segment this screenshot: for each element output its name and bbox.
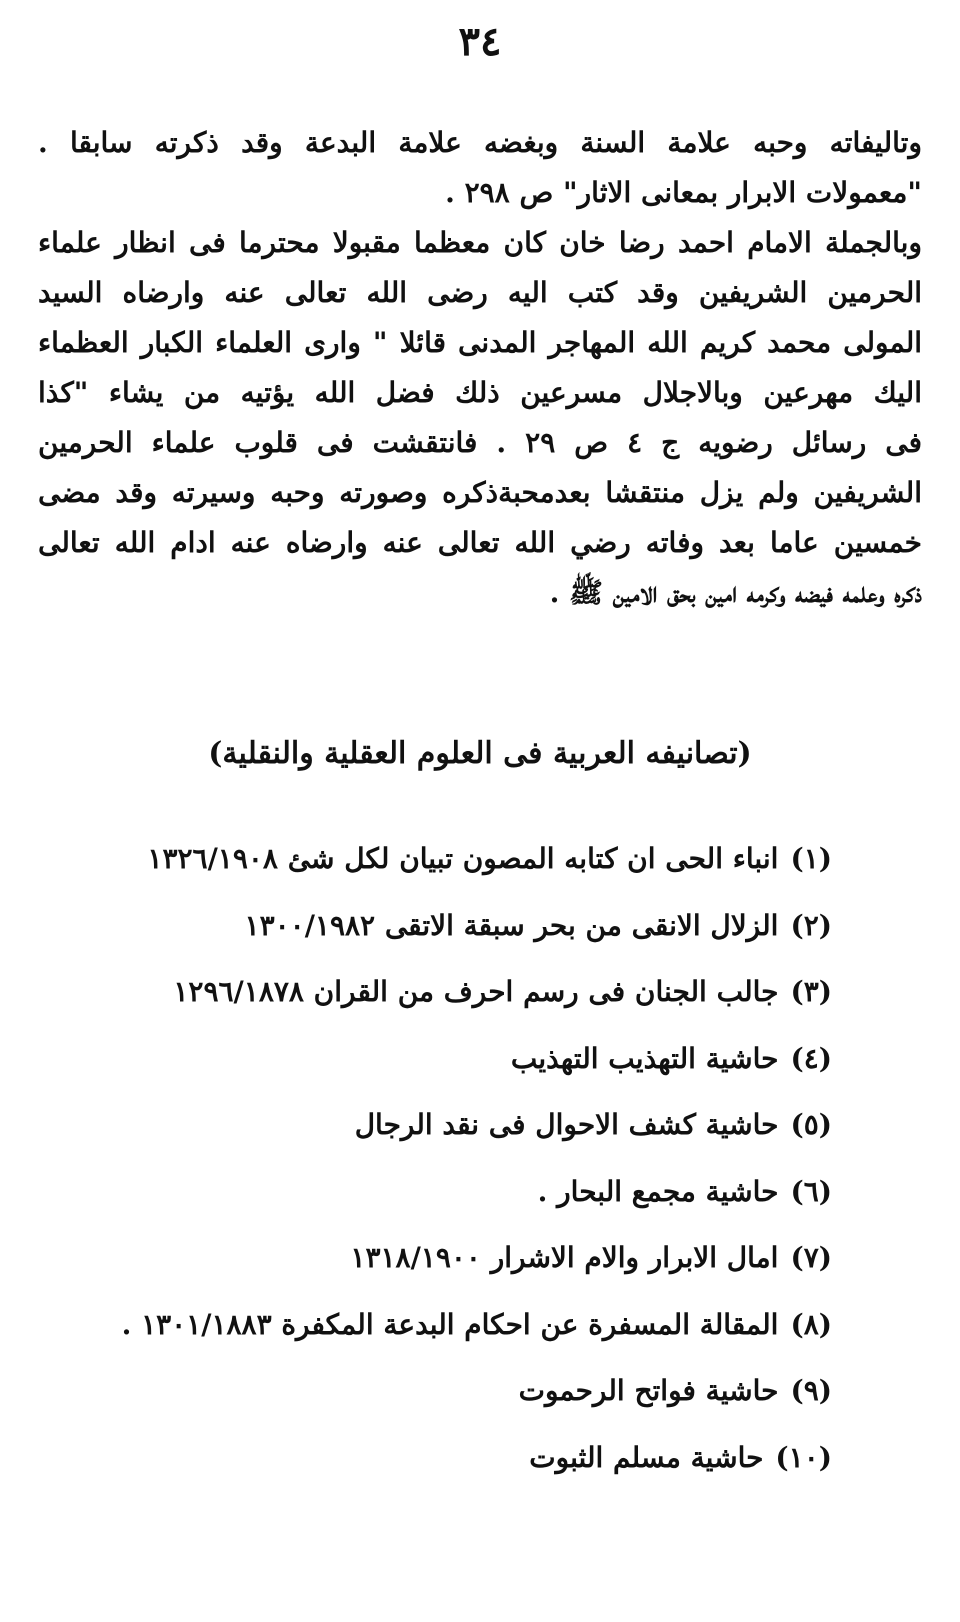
- item-number: (٧): [790, 1241, 832, 1274]
- list-item: [32, 1292, 832, 1359]
- paragraph-line: فى رسائل رضويه ج ٤ ص ٢٩ . فانتقشت فى قلوب علماء الحرمين: [38, 426, 922, 459]
- list-item: [32, 1358, 832, 1425]
- list-item: [32, 959, 832, 1026]
- list-item: [32, 1026, 832, 1093]
- item-number: (٤): [790, 1041, 832, 1075]
- list-item: [32, 893, 832, 960]
- item-number: (١٠): [775, 1440, 832, 1474]
- paragraph-line: اليك مهرعين وبالاجلال مسرعين ذلك فضل الله يؤتيه من يشاء "كذا: [38, 376, 922, 409]
- page-number: ٣٤: [458, 18, 502, 65]
- item-title: انباء الحى ان كتابه المصون تبيان لكل شئ ١٣٢٦/١٩٠٨: [147, 842, 779, 875]
- item-title: المقالة المسفرة عن احكام البدعة المكفرة ١٣٠١/١٨٨٣ .: [121, 1307, 779, 1341]
- item-title: حاشية مجمع البحار .: [537, 1174, 779, 1208]
- body-paragraph: [38, 118, 922, 618]
- item-title: الزلال الانقى من بحر سبقة الاتقى ١٣٠٠/١٩٨٢: [244, 908, 779, 942]
- item-number: (٥): [790, 1108, 832, 1141]
- item-title: امال الابرار والام الاشرار ١٣١٨/١٩٠٠: [350, 1241, 779, 1274]
- paragraph-line: المولى محمد كريم الله المهاجر المدنى قائلا " وارى العلماء الكبار العظماء: [38, 326, 922, 359]
- item-title: حاشية كشف الاحوال فى نقد الرجال: [354, 1108, 779, 1141]
- item-number: (١): [790, 842, 832, 875]
- list-item: [32, 1092, 832, 1159]
- list-item: [32, 1225, 832, 1292]
- paragraph-line: الشريفين ولم يزل منتقشا بعدمحبةذكره وصورته وحبه وسيرته وقد مضى: [38, 476, 922, 509]
- item-title: حاشية مسلم الثبوت: [529, 1440, 764, 1474]
- item-number: (٣): [790, 975, 832, 1008]
- item-number: (٨): [790, 1307, 832, 1341]
- list-item: [32, 1425, 832, 1492]
- item-title: حاشية فواتح الرحموت: [518, 1374, 779, 1407]
- paragraph-line: وبالجملة الامام احمد رضا خان كان معظما مقبولا محترما فى انظار علماء: [38, 226, 922, 259]
- list-item: [32, 826, 832, 893]
- item-number: (٩): [790, 1374, 832, 1407]
- item-title: حاشية التهذيب التهذيب: [510, 1041, 779, 1075]
- paragraph-line: خمسين عاما بعد وفاته رضي الله تعالى عنه وارضاه عنه ادام الله تعالى: [38, 526, 922, 559]
- paragraph-line: الحرمين الشريفين وقد كتب اليه رضى الله تعالى عنه وارضاه السيد: [38, 276, 922, 309]
- works-list: [32, 826, 832, 1491]
- paragraph-line: "معمولات الابرار بمعانى الاثار" ص ٢٩٨ .: [445, 176, 922, 209]
- paragraph-line: وتاليفاته وحبه علامة السنة وبغضه علامة البدعة وقد ذكرته سابقا .: [38, 126, 922, 159]
- list-item: [32, 1159, 832, 1226]
- item-number: (٢): [790, 908, 832, 942]
- item-number: (٦): [790, 1174, 832, 1208]
- item-title: جالب الجنان فى رسم احرف من القران ١٢٩٦/١٨٧٨: [173, 975, 779, 1008]
- section-heading: (تصانيفه العربية فى العلوم العقلية والنقلية): [208, 736, 752, 771]
- paragraph-line: ذكره وعلمه فيضه وكرمه امين بحق الامين ﷺ .: [549, 576, 922, 609]
